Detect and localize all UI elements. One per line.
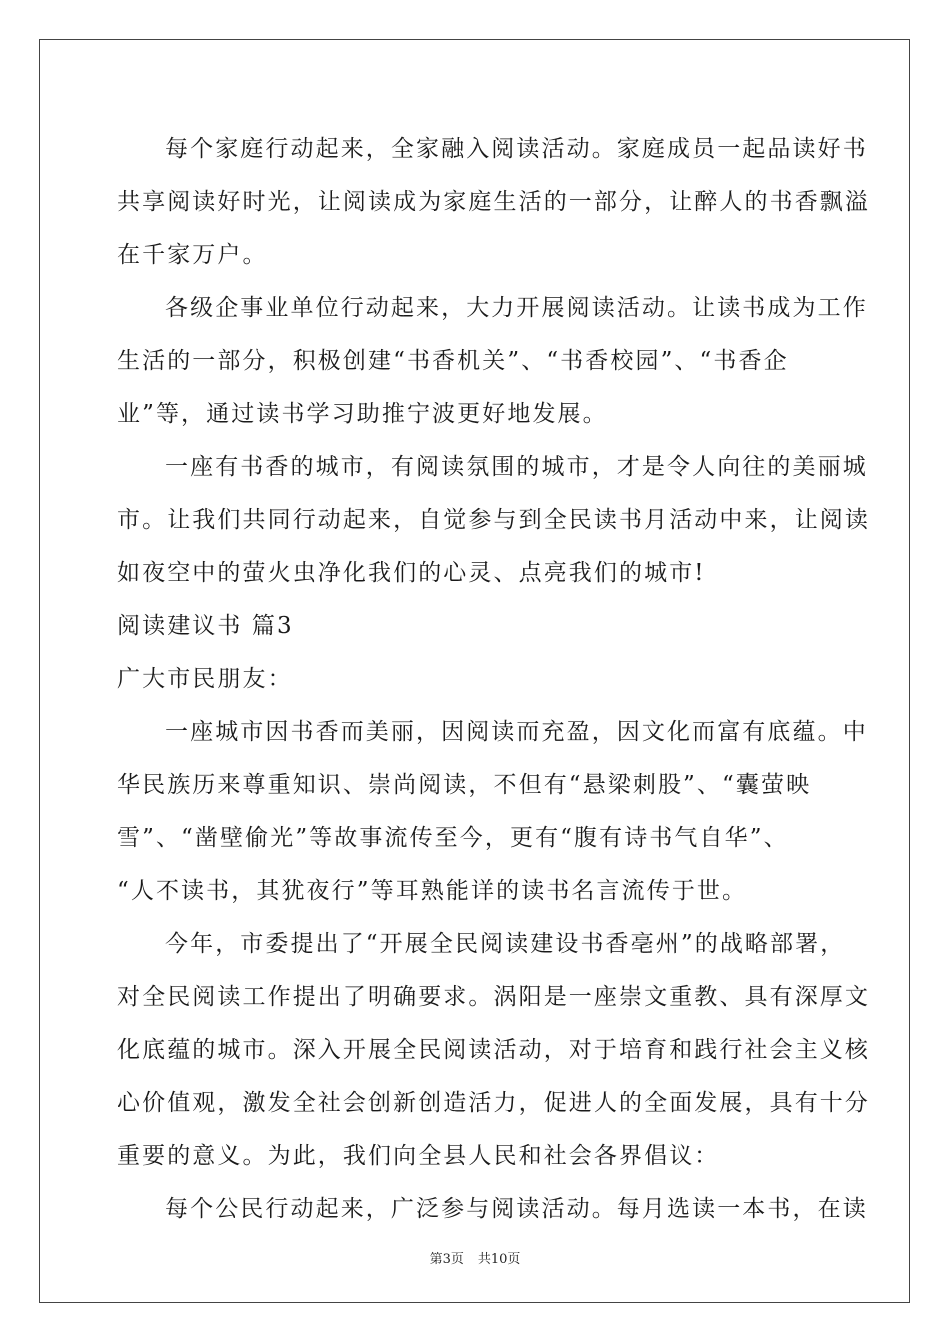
text-line: 广大市民朋友：	[117, 666, 293, 692]
text-line: 如夜空中的萤火虫净化我们的心灵、点亮我们的城市!	[117, 560, 706, 586]
text-line: 生活的一部分，积极创建“书香机关”、“书香校园”、“书香企	[117, 348, 789, 374]
text-line: “人不读书，其犹夜行”等耳熟能详的读书名言流传于世。	[117, 878, 748, 904]
text-line: 雪”、“凿壁偷光”等故事流传至今，更有“腹有诗书气自华”、	[117, 825, 789, 851]
text-line: 今年，市委提出了“开展全民阅读建设书香亳州”的战略部署，	[165, 931, 846, 957]
text-line: 心价值观，激发全社会创新创造活力，促进人的全面发展，具有十分	[117, 1090, 870, 1116]
text-line: 共享阅读好时光，让阅读成为家庭生活的一部分，让醉人的书香飘溢	[117, 189, 870, 215]
text-line: 在千家万户。	[117, 242, 268, 268]
text-line: 阅读建议书 篇3	[117, 613, 294, 639]
text-line: 重要的意义。为此，我们向全县人民和社会各界倡议：	[117, 1143, 720, 1169]
document-body	[117, 123, 870, 1236]
page-total: 共10页	[477, 1252, 521, 1267]
page-footer	[0, 1248, 950, 1267]
text-line: 业”等，通过读书学习助推宁波更好地发展。	[117, 401, 608, 427]
text-line: 每个家庭行动起来，全家融入阅读活动。家庭成员一起品读好书	[165, 136, 868, 162]
text-line: 对全民阅读工作提出了明确要求。涡阳是一座崇文重教、具有深厚文	[117, 984, 870, 1010]
page-number: 第3页	[429, 1252, 464, 1267]
text-line: 化底蕴的城市。深入开展全民阅读活动，对于培育和践行社会主义核	[117, 1037, 870, 1063]
text-line: 各级企事业单位行动起来，大力开展阅读活动。让读书成为工作	[165, 295, 868, 321]
text-line: 一座有书香的城市，有阅读氛围的城市，才是令人向往的美丽城	[165, 454, 868, 480]
text-line: 华民族历来尊重知识、崇尚阅读，不但有“悬梁刺股”、“囊萤映	[117, 772, 812, 798]
text-line: 市。让我们共同行动起来，自觉参与到全民读书月活动中来，让阅读	[117, 507, 870, 533]
text-line: 一座城市因书香而美丽，因阅读而充盈，因文化而富有底蕴。中	[165, 719, 868, 745]
text-line: 每个公民行动起来，广泛参与阅读活动。每月选读一本书，在读	[165, 1196, 868, 1222]
